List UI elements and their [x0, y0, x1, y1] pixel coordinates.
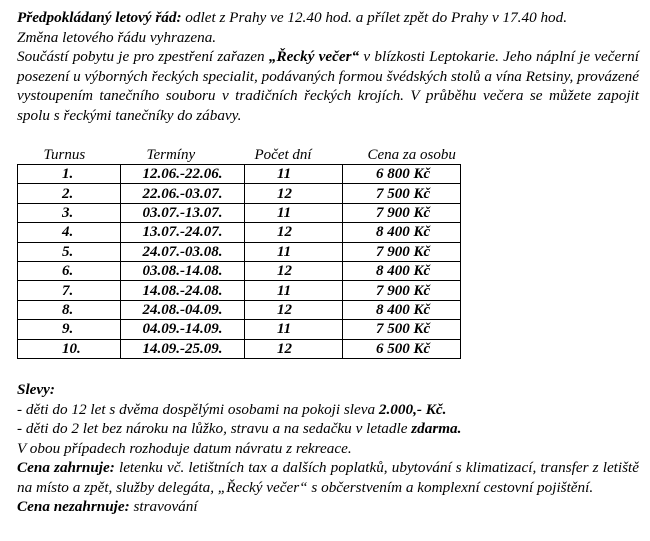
price-cell: 6 800 Kč — [343, 165, 461, 184]
days-cell: 12 — [245, 184, 343, 203]
table-row — [18, 242, 461, 261]
days-cell: 11 — [245, 203, 343, 222]
discount-free: zdarma. — [411, 420, 462, 437]
discount-line-2 — [17, 419, 639, 439]
days-cell: 11 — [245, 320, 343, 339]
price-cell: 7 900 Kč — [343, 281, 461, 300]
intro-section — [17, 8, 639, 125]
header-turnus: Turnus — [43, 146, 86, 163]
dates-cell: 14.08.-24.08. — [121, 281, 245, 300]
price-cell: 6 500 Kč — [343, 339, 461, 358]
price-includes-text: letenku vč. letištních tax a dalších poplatků, ubytování s klimatizací, transfer z letiště na místo a zpět, služby delegáta, „Řecký večer“ s občerstvením a komplexní cestovní pojištění. — [17, 459, 639, 496]
dates-cell: 13.07.-24.07. — [121, 223, 245, 242]
days-cell: 12 — [245, 300, 343, 319]
days-cell: 12 — [245, 223, 343, 242]
dates-cell: 04.09.-14.09. — [121, 320, 245, 339]
turnus-cell: 3. — [18, 203, 121, 222]
price-cell: 8 400 Kč — [343, 261, 461, 280]
dates-cell: 12.06.-22.06. — [121, 165, 245, 184]
turnus-cell: 7. — [18, 281, 121, 300]
price-cell: 7 500 Kč — [343, 184, 461, 203]
turnus-cell: 9. — [18, 320, 121, 339]
discount-amount: 2.000,- Kč. — [378, 400, 447, 418]
price-cell: 7 500 Kč — [343, 320, 461, 339]
flight-schedule-label: Předpokládaný letový řád: — [17, 9, 182, 26]
turnus-cell: 1. — [18, 165, 121, 184]
turnus-cell: 4. — [18, 223, 121, 242]
table-row — [18, 184, 461, 203]
header-pocet-dni: Počet dní — [254, 146, 312, 163]
days-cell: 12 — [245, 339, 343, 358]
flight-schedule-text: odlet z Prahy ve 12.40 hod. a přílet zpět do Prahy v 17.40 hod. — [181, 9, 568, 26]
days-cell: 11 — [245, 165, 343, 184]
header-terminy: Termíny — [146, 146, 196, 163]
greek-evening-text-1: Součástí pobytu je pro zpestření zařazen — [17, 48, 269, 65]
discounts-title: Slevy: — [17, 381, 55, 398]
price-excludes — [17, 497, 639, 517]
turnus-cell: 2. — [18, 184, 121, 203]
discount-line-2-text: - děti do 2 let bez nároku na lůžko, stravu a na sedačku v letadle — [17, 420, 412, 437]
turnus-cell: 5. — [18, 242, 121, 261]
price-cell: 8 400 Kč — [343, 223, 461, 242]
table-body — [18, 165, 461, 359]
days-cell: 11 — [245, 281, 343, 300]
table-row — [18, 339, 461, 358]
table-row — [18, 300, 461, 319]
table-row — [18, 203, 461, 222]
dates-cell: 24.08.-04.09. — [121, 300, 245, 319]
dates-cell: 14.09.-25.09. — [121, 339, 245, 358]
pricing-notes — [17, 380, 639, 517]
dates-cell: 22.06.-03.07. — [121, 184, 245, 203]
days-cell: 12 — [245, 261, 343, 280]
days-cell: 11 — [245, 242, 343, 261]
table-row — [18, 165, 461, 184]
dates-cell: 03.08.-14.08. — [121, 261, 245, 280]
table-row — [18, 223, 461, 242]
price-excludes-text: stravování — [129, 498, 198, 515]
table-header-row — [18, 146, 461, 165]
discount-note: V obou případech rozhoduje datum návratu z rekreace. — [17, 439, 352, 457]
turnus-cell: 8. — [18, 300, 121, 319]
table-row — [18, 261, 461, 280]
price-cell: 7 900 Kč — [343, 203, 461, 222]
price-includes-label: Cena zahrnuje: — [17, 459, 115, 476]
discount-line-1 — [17, 400, 639, 420]
price-excludes-label: Cena nezahrnuje: — [17, 498, 130, 515]
table-row — [18, 320, 461, 339]
turnus-cell: 10. — [18, 339, 121, 358]
greek-evening-text-2: v blízkosti Leptokarie. Jeho náplní je večerní posezení u výborných řeckých specialit, podávaných formou švédských stolů a vína Retsiny, provázené vystoupením tanečního souboru v tradičních řeckých krojích. V průběhu večera se můžete zapojit spolu s řeckými tanečníky do zábavy. — [17, 48, 639, 124]
greek-evening-paragraph — [17, 47, 639, 125]
price-includes — [17, 458, 639, 497]
dates-cell: 24.07.-03.08. — [121, 242, 245, 261]
price-cell: 7 900 Kč — [343, 242, 461, 261]
turnus-cell: 6. — [18, 261, 121, 280]
discount-line-1-text: - děti do 12 let s dvěma dospělými osobami na pokoji sleva — [17, 400, 379, 418]
tour-dates-table — [17, 146, 461, 359]
dates-cell: 03.07.-13.07. — [121, 203, 245, 222]
table-row — [18, 281, 461, 300]
price-cell: 8 400 Kč — [343, 300, 461, 319]
header-cena: Cena za osobu — [367, 146, 456, 163]
greek-evening-name: „Řecký večer“ — [268, 48, 360, 65]
flight-schedule — [17, 8, 639, 28]
schedule-change-note: Změna letového řádu vyhrazena. — [17, 28, 217, 46]
